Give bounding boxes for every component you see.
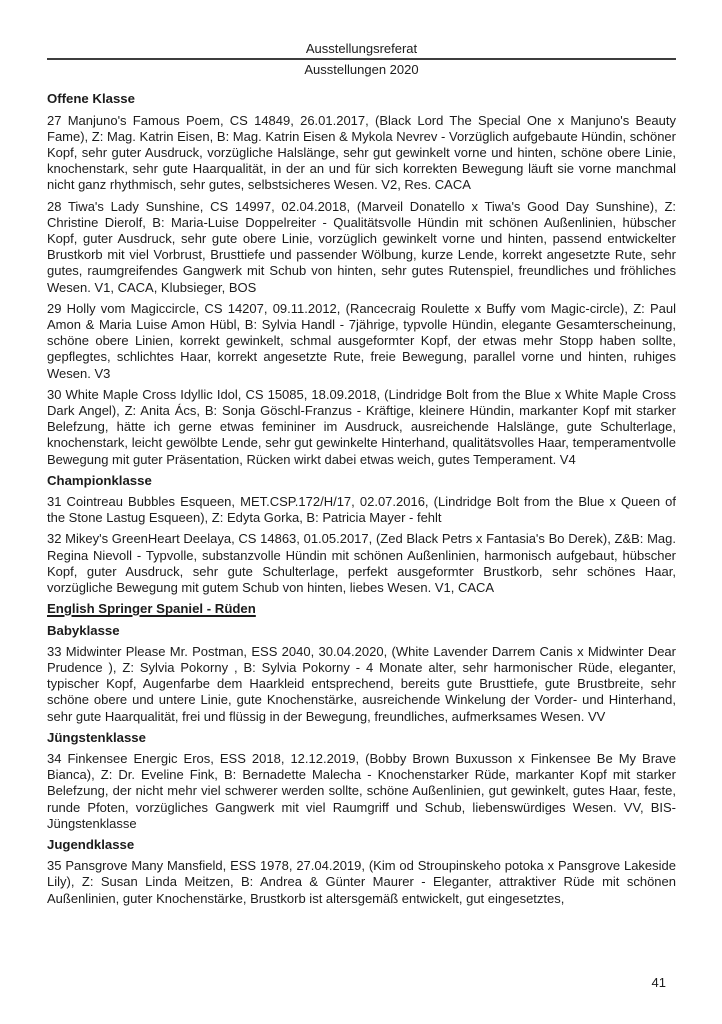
class-heading: Offene Klasse [47, 91, 135, 107]
header-title: Ausstellungsreferat [305, 41, 418, 56]
catalog-entry: 35 Pansgrove Many Mansfield, ESS 1978, 27.04.2019, (Kim od Stroupinskeho potoka x Pansgrove Lakeside Lily), Z: Susan Linda Meitzen, B: Andrea & Günter Maurer - Eleganter, attraktiver Rüde mit schönen Außenlinien, guter Knochenstärke, Brustkorb ist altersgemäß entwickelt, gut eingesetztes, [47, 858, 676, 906]
catalog-entry: 28 Tiwa's Lady Sunshine, CS 14997, 02.04.2018, (Marveil Donatello x Tiwa's Good Day Sunshine), Z: Christine Dierolf, B: Maria-Luise Doppelreiter - Qualitätsvolle Hündin mit schönen Außenlinien, hübscher Kopf, guter Ausdruck, sehr gute obere Linie, vorzüglich gewinkelt vorne und hinten, passend entwickelter Brustkorb mit viel Vorbrust, Brusttiefe und passender Wölbung, kurze Lende, korrekt angesetzte Rute, sehr gutes, raumgreifendes Gangwerk mit Schub von hinten, sehr gutes Rutenspiel, freundliches und fröhliches Wesen. V1, CACA, Klubsieger, BOS [47, 198, 676, 295]
class-heading: Jugendklasse [47, 836, 135, 852]
class-heading: Championklasse [47, 472, 152, 488]
catalog-entry: 33 Midwinter Please Mr. Postman, ESS 2040, 30.04.2020, (White Lavender Darrem Canis x Midwinter Dear Prudence ), Z: Sylvia Pokorny , B: Sylvia Pokorny - 4 Monate alter, sehr harmonischer Rüde, eleganter, typischer Kopf, Augenfarbe dem Haarkleid entsprechend, bereits gute Brusttiefe, gute Brustbreite, sehr schöne obere und untere Linie, gute Knochenstärke, ausreichende Winkelung der Vorder- und Hinterhand, sehr gute Haarqualität, frei und flüssig in der Bewegung, freundliches, aufmerksames Wesen. VV [47, 643, 676, 724]
class-heading: Jüngstenklasse [47, 729, 146, 745]
catalog-entry: 27 Manjuno's Famous Poem, CS 14849, 26.01.2017, (Black Lord The Special One x Manjuno's Beauty Fame), Z: Mag. Katrin Eisen, B: Mag. Katrin Eisen & Mykola Nevrev - Vorzüglich aufgebaute Hündin, schöner Kopf, sehr guter Ausdruck, vorzügliche Halslänge, sehr gut gewinkelt vorne und hinten, schöne obere Linie, knochenstark, sehr gute Haarqualität, in der an und für sich korrekten Bewegung läuft sie vorne manchmal nicht ganz rhythmisch, sehr gutes, selbstsicheres Wesen. V2, Res. CACA [47, 112, 676, 193]
catalog-entry: 30 White Maple Cross Idyllic Idol, CS 15085, 18.09.2018, (Lindridge Bolt from the Blue x White Maple Cross Dark Angel), Z: Anita Ács, B: Sonja Göschl-Franzus - Kräftige, kleinere Hündin, markanter Kopf mit starker Belefzung, hätte ich gerne etwas femininer im Ausdruck, ausreichende Halslänge, gute Schulterlage, knochenstark, leicht gewölbte Lende, sehr gut gewinkelte Hinterhand, qualitätsvolles Haar, temperamentvolle Bewegung mit guter Präsentation, Rücken wirkt dabei etwas weich, gutes Temperament. V4 [47, 386, 676, 467]
header-subtitle: Ausstellungen 2020 [304, 62, 419, 78]
catalog-entry: 29 Holly vom Magiccircle, CS 14207, 09.11.2012, (Rancecraig Roulette x Buffy vom Magic-circle), Z: Paul Amon & Maria Luise Amon Hübl, B: Sylvia Handl - 7jährige, typvolle Hündin, elegante Gesamterscheinung, schöne obere Linien, korrekt gewinkelt, schmal ausgeformter Kopf, der etwas mehr Stopp haben sollte, gepflegtes, schlichtes Haar, korrekt angesetzte Rute, freie Bewegung, parallel vorne und hinten, ruhiges Wesen. V3 [47, 300, 676, 381]
header-divider [47, 58, 676, 60]
document-body [47, 91, 676, 906]
class-heading: Babyklasse [47, 622, 120, 638]
page-header [47, 41, 676, 78]
page-number: 41 [651, 975, 666, 990]
catalog-entry: 32 Mikey's GreenHeart Deelaya, CS 14863, 01.05.2017, (Zed Black Petrs x Fantasia's Bo Derek), Z&B: Mag. Regina Nievoll - Typvolle, substanzvolle Hündin mit schönen Außenlinien, harmonisch aufgebaut, hübscher Kopf, guter Ausdruck, sehr gute Schulterlage, perfekt ausgeformter Brustkorb, sehr schönes Haar, vorzügliche Bewegung mit gutem Schub von hinten, liebes Wesen. V1, CACA [47, 531, 676, 596]
catalog-entry: 34 Finkensee Energic Eros, ESS 2018, 12.12.2019, (Bobby Brown Buxusson x Finkensee Be My Brave Bianca), Z: Dr. Eveline Fink, B: Bernadette Malecha - Knochenstarker Rüde, markanter Kopf mit starker Belefzung, der nicht mehr viel schwerer werden sollte, schöne Außenlinien, gut gewinkelt, gutes Haar, feste, runde Pfoten, vorzügliches Gangwerk mit viel Raumgriff und Schub, liebenswürdiges Wesen. VV, BIS-Jüngstenklasse [47, 750, 676, 831]
breed-heading: English Springer Spaniel - Rüden [47, 601, 256, 617]
catalog-entry: 31 Cointreau Bubbles Esqueen, MET.CSP.172/H/17, 02.07.2016, (Lindridge Bolt from the Blue x Queen of the Stone Lastug Esqueen), Z: Edyta Gorka, B: Patricia Mayer - fehlt [47, 494, 676, 526]
